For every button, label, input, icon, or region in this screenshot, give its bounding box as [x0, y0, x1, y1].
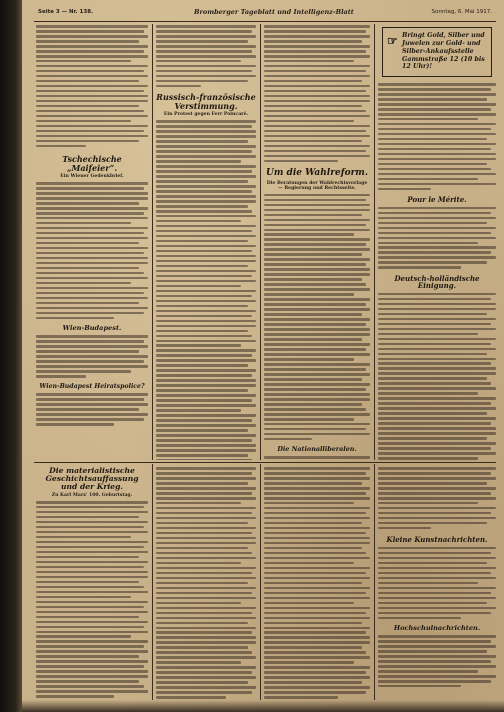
column-1: [36, 25, 148, 460]
page-number: Seite 3 — Nr. 138.: [38, 9, 94, 15]
lower-column-1: [36, 467, 148, 699]
article-body: [36, 25, 148, 147]
headline-hochschul: Hochschulnachrichten.: [393, 624, 481, 633]
column-divider: [260, 24, 261, 460]
headline-russisch: Russisch-französische Verstimmung.: [156, 92, 256, 111]
headline-deutsch-holl: Deutsch-holländische Einigung.: [394, 274, 480, 291]
article-body: [36, 501, 148, 698]
headline-wahlreform: Um die Wahlreform.: [266, 168, 368, 179]
subhead-tschechische: Ein Wiener Gedenkbrief.: [60, 174, 124, 179]
article-body: [264, 456, 370, 460]
ad-gold-silver: [382, 27, 492, 77]
article-body: [156, 120, 256, 460]
column-divider: [374, 24, 375, 460]
page-binding: [0, 0, 22, 712]
article-body: [378, 635, 496, 687]
column-divider: [374, 464, 375, 700]
pointing-hand-icon: ☞: [387, 34, 398, 48]
article-body: [36, 182, 148, 319]
article-body: [378, 293, 496, 460]
column-divider: [260, 464, 261, 700]
column-2: [156, 25, 256, 460]
headline-nationalliberalen: Die Nationalliberalen.: [277, 445, 357, 454]
subhead-materialistische: Zu Karl Marx' 100. Geburtstag.: [51, 492, 133, 498]
article-body: [378, 467, 496, 529]
lower-column-3: [264, 467, 370, 699]
masthead-title: Bromberger Tageblatt und Intelligenz-Blatt: [194, 8, 354, 16]
subhead-wahlreform: Die Beratungen der Wahlrechtsvorlage — Regierung und Rechtsseite.: [266, 180, 368, 191]
article-body: [264, 467, 370, 699]
headline-pour-le-merite: Pour le Mérite.: [407, 195, 467, 205]
headline-wien-heiratspolice: Wien-Budapest Heiratspolice?: [39, 382, 145, 390]
article-body: [378, 207, 496, 269]
headline-tschechische: Tschechische „Maifeier“.: [62, 154, 122, 173]
lower-column-2: [156, 467, 256, 699]
lower-column-4: [378, 467, 496, 699]
headline-materialistische: Die materialistische Geschichtsauffassung und der Krieg.: [45, 467, 139, 491]
subhead-russisch: Ein Protest gegen Ferr Poincaré.: [163, 112, 249, 118]
page-bottom-edge: [22, 700, 504, 712]
article-body: [36, 393, 148, 426]
section-rule: [34, 462, 496, 463]
page-header: [34, 6, 496, 20]
article-body: [36, 335, 148, 377]
ad-text: Bringt Gold, Silber und Juwelen zur Gold- und Silber-Ankaufsstelle Gammstraße 12 (10 bis 12 Uhr)!: [402, 32, 485, 71]
article-body: [156, 25, 256, 87]
article-body: [264, 194, 370, 441]
newspaper-page: [22, 0, 504, 712]
column-divider: [152, 464, 153, 700]
column-3: [264, 25, 370, 460]
header-rule: [34, 21, 496, 22]
issue-date: Sonntag, 6. Mai 1917.: [431, 9, 492, 15]
headline-wien-budapest: Wien-Budapest.: [62, 324, 122, 333]
article-body: [156, 467, 256, 699]
article-body: [264, 25, 370, 162]
column-4: [378, 25, 496, 460]
headline-kunstnachrichten: Kleine Kunstnachrichten.: [386, 535, 488, 545]
article-body: [378, 547, 496, 619]
column-divider: [152, 24, 153, 460]
article-body: [378, 83, 496, 190]
